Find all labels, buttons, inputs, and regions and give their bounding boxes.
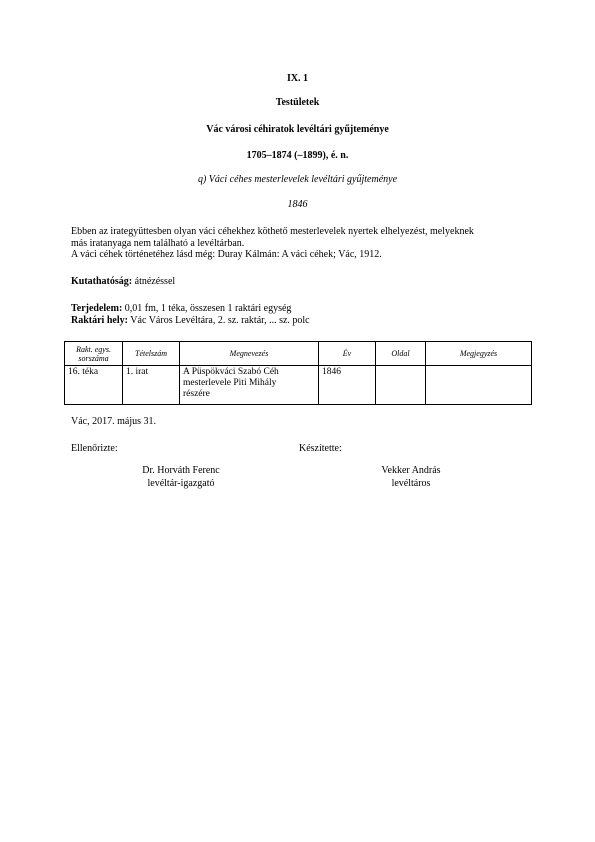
table-header-row	[65, 342, 532, 366]
checked-by-label: Ellenőrizte:	[71, 443, 118, 454]
cell-page	[376, 366, 426, 405]
cell-unit: 16. téka	[65, 366, 123, 405]
description-line: más iratanyaga nem található a levéltárban.	[71, 237, 245, 249]
column-header-year: Év	[319, 342, 376, 366]
cell-name: A Püspökváci Szabó Céh mesterlevele Piti Mihály részére	[180, 366, 319, 405]
column-header-name: Megnevezés	[180, 342, 319, 366]
access-label: Kutathatóság:	[71, 276, 133, 287]
location-label: Raktári hely:	[71, 314, 128, 326]
table-row	[65, 366, 532, 405]
category-heading: Testületek	[275, 97, 320, 108]
date-range: 1705–1874 (–1899), é. n.	[246, 150, 349, 161]
cell-note	[426, 366, 532, 405]
access-value: átnézéssel	[134, 276, 176, 287]
extent-value: 0,01 fm, 1 téka, összesen 1 raktári egység	[124, 303, 292, 314]
column-header-unit: Rakt. egys. sorszáma	[65, 342, 123, 366]
checker-name: Dr. Horváth Ferenc	[142, 465, 220, 476]
description	[71, 226, 531, 261]
column-header-item: Tételszám	[123, 342, 180, 366]
preparer-name: Vekker András	[381, 465, 441, 476]
description-line: Ebben az irategyüttesben olyan váci céhekhez köthető mesterlevelek nyertek elhelyezést, melyeknek	[71, 226, 474, 237]
extent-info	[71, 303, 531, 326]
checker-title: levéltár-igazgató	[147, 478, 215, 489]
prepared-by-label: Készítette:	[299, 443, 342, 454]
location-value: Vác Város Levéltára, 2. sz. raktár, ... sz. polc	[130, 314, 310, 326]
subcollection-title: q) Váci céhes mesterlevelek levéltári gyűjteménye	[197, 174, 398, 185]
inventory-table	[64, 341, 532, 405]
place-date: Vác, 2017. május 31.	[71, 416, 156, 427]
cell-item: 1. irat	[123, 366, 180, 405]
preparer-title: levéltáros	[391, 478, 431, 489]
description-line: A váci céhek történetéhez lásd még: Duray Kálmán: A váci céhek; Vác, 1912.	[71, 249, 382, 260]
access-info	[71, 276, 531, 288]
column-header-page: Oldal	[376, 342, 426, 366]
column-header-note: Megjegyzés	[426, 342, 532, 366]
collection-title: Vác városi céhiratok levéltári gyűjteménye	[206, 124, 389, 135]
section-number: IX. 1	[286, 73, 309, 84]
collection-year: 1846	[287, 199, 308, 210]
cell-year: 1846	[319, 366, 376, 405]
extent-label: Terjedelem:	[71, 303, 123, 314]
